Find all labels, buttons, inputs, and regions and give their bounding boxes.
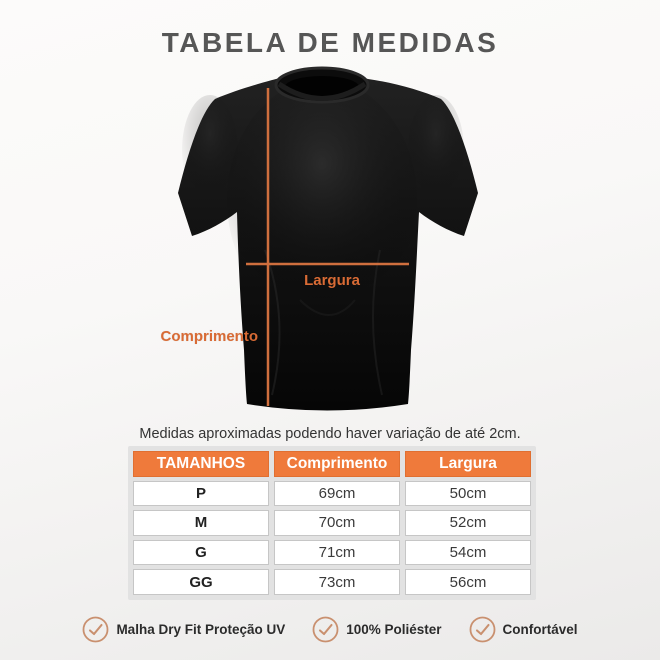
- check-circle-icon: [469, 616, 496, 643]
- feature-label: 100% Poliéster: [346, 621, 442, 637]
- table-cell-size-g: G: [133, 540, 269, 566]
- table-cell-largura-gg: 56cm: [405, 569, 531, 595]
- largura-label: Largura: [304, 272, 360, 289]
- feature-label: Malha Dry Fit Proteção UV: [116, 621, 286, 637]
- feature-confortavel: [469, 616, 578, 643]
- table-cell-comprimento-gg: 73cm: [274, 569, 400, 595]
- table-cell-largura-g: 54cm: [405, 540, 531, 566]
- table-cell-size-p: P: [133, 481, 269, 507]
- feature-dry-fit: [82, 616, 285, 643]
- table-cell-largura-m: 52cm: [405, 510, 531, 536]
- table-cell-comprimento-g: 71cm: [274, 540, 400, 566]
- feature-list: [0, 612, 660, 646]
- check-circle-icon: [312, 616, 339, 643]
- table-header-comprimento: Comprimento: [274, 451, 400, 477]
- tshirt-image: [130, 56, 530, 430]
- comprimento-label: Comprimento: [160, 328, 258, 345]
- feature-label: Confortável: [502, 621, 578, 637]
- check-circle-icon: [82, 616, 109, 643]
- table-cell-comprimento-m: 70cm: [274, 510, 400, 536]
- table-cell-largura-p: 50cm: [405, 481, 531, 507]
- table-cell-comprimento-p: 69cm: [274, 481, 400, 507]
- feature-poliester: [312, 616, 441, 643]
- size-table: [128, 446, 536, 600]
- shirt-measurement-diagram: [130, 56, 530, 430]
- table-header-largura: Largura: [405, 451, 531, 477]
- table-header-tamanhos: TAMANHOS: [133, 451, 269, 477]
- table-cell-size-m: M: [133, 510, 269, 536]
- measurement-note: Medidas aproximadas podendo haver variação de até 2cm.: [139, 426, 521, 442]
- table-cell-size-gg: GG: [133, 569, 269, 595]
- page-title: TABELA DE MEDIDAS: [161, 27, 499, 58]
